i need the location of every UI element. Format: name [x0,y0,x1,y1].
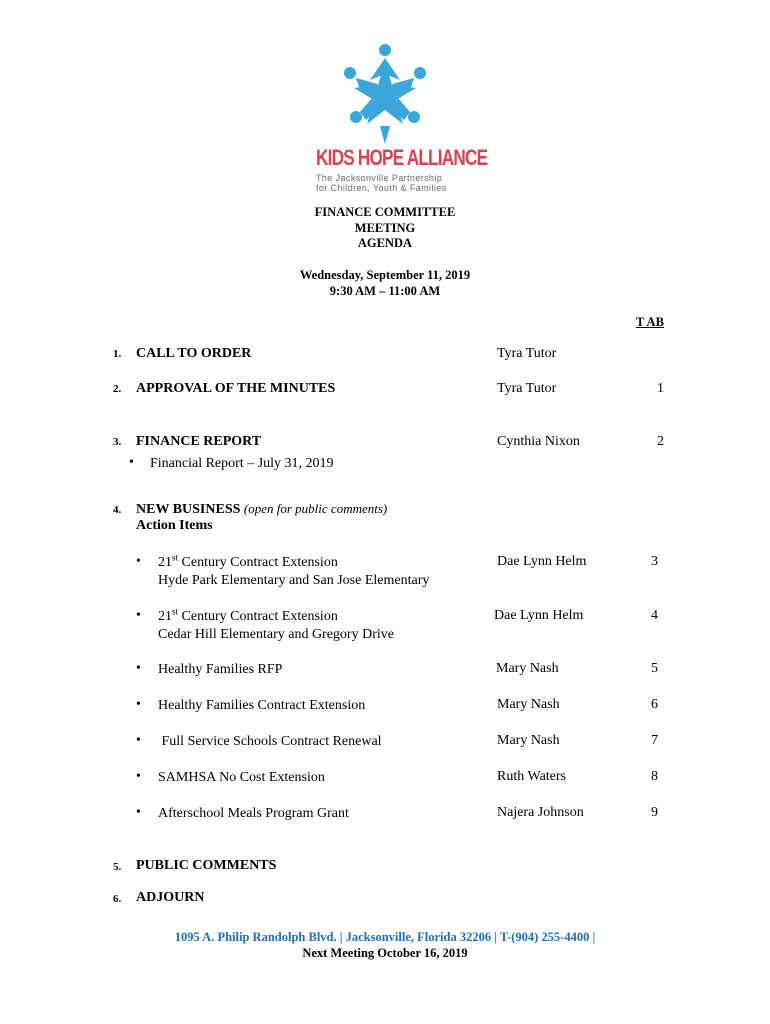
tab-column-header: T AB [636,315,664,329]
item-note: (open for public comments) [243,501,388,516]
action-item-tab: 9 [651,805,658,820]
action-item-tab: 7 [651,733,658,748]
action-item-title: Afterschool Meals Program Grant [158,806,349,821]
item-number: 2. [113,383,122,395]
item-number: 5. [113,861,122,873]
meeting-date: Wednesday, September 11, 2019 [299,268,471,282]
bullet-icon: • [129,455,134,470]
item-presenter: Cynthia Nixon [497,434,580,449]
footer-next-meeting: Next Meeting October 16, 2019 [302,946,468,960]
heading-line-1: FINANCE COMMITTEE [314,205,456,219]
action-item-detail: Cedar Hill Elementary and Gregory Drive [158,627,394,642]
item-number: 1. [113,348,122,360]
item-title-text: NEW BUSINESS [136,502,241,517]
item-number: 6. [113,893,122,905]
action-item-title: Healthy Families RFP [158,662,283,677]
item-title: PUBLIC COMMENTS [136,858,277,873]
action-item-title: 21st Century Contract Extension [158,606,338,624]
action-item-title: 21st Century Contract Extension [158,552,338,570]
action-item-presenter: Mary Nash [496,661,559,676]
action-item-presenter: Mary Nash [497,697,560,712]
action-item-presenter: Dae Lynn Helm [494,608,584,623]
bullet-icon: • [136,805,141,820]
action-item-presenter: Mary Nash [497,733,560,748]
footer-address: 1095 A. Philip Randolph Blvd. | Jacksonville, Florida 32206 | T-(904) 255-4400 | [174,930,596,944]
action-item-tab: 6 [651,697,658,712]
bullet-icon: • [136,554,141,569]
tagline-line-2: for Children, Youth & Families [316,183,447,193]
item-title: CALL TO ORDER [136,346,252,361]
bullet-icon: • [136,697,141,712]
heading-line-2: MEETING [354,220,416,235]
item-title: APPROVAL OF THE MINUTES [136,381,336,396]
action-item-title: Full Service Schools Contract Renewal [158,734,382,749]
item-title: ADJOURN [136,890,205,905]
brand-name: KIDS HOPE ALLIANCE [316,145,488,170]
action-item-title: Healthy Families Contract Extension [158,698,366,713]
meeting-time: 9:30 AM – 11:00 AM [329,283,441,298]
action-item-tab: 3 [651,554,658,569]
item-tab: 1 [657,381,664,396]
action-item-presenter: Ruth Waters [497,769,566,784]
item-tab: 2 [657,434,664,449]
item-title [136,501,387,518]
item-number: 3. [113,436,122,448]
action-item-tab: 5 [651,661,658,676]
bullet-icon: • [136,608,141,623]
action-item-tab: 4 [651,608,658,623]
bullet-icon: • [136,661,141,676]
item-presenter: Tyra Tutor [497,381,557,396]
heading-line-3: AGENDA [357,236,413,250]
tagline-line-1: The Jacksonville Partnership [316,173,443,183]
logo-text [316,145,488,193]
item-subhead: Action Items [136,518,213,533]
action-item-tab: 8 [651,769,658,784]
item-number: 4. [113,504,122,516]
item-presenter: Tyra Tutor [497,346,557,361]
sub-item: Financial Report – July 31, 2019 [150,456,334,471]
agenda-heading [0,205,770,252]
meeting-datetime [0,268,770,299]
action-item-presenter: Najera Johnson [497,805,584,820]
kids-hope-alliance-logo-icon [300,40,470,145]
item-title: FINANCE REPORT [136,434,262,449]
bullet-icon: • [136,733,141,748]
action-item-title: SAMHSA No Cost Extension [158,770,325,785]
action-item-presenter: Dae Lynn Helm [497,554,587,569]
action-item-detail: Hyde Park Elementary and San Jose Elementary [158,573,430,588]
bullet-icon: • [136,769,141,784]
